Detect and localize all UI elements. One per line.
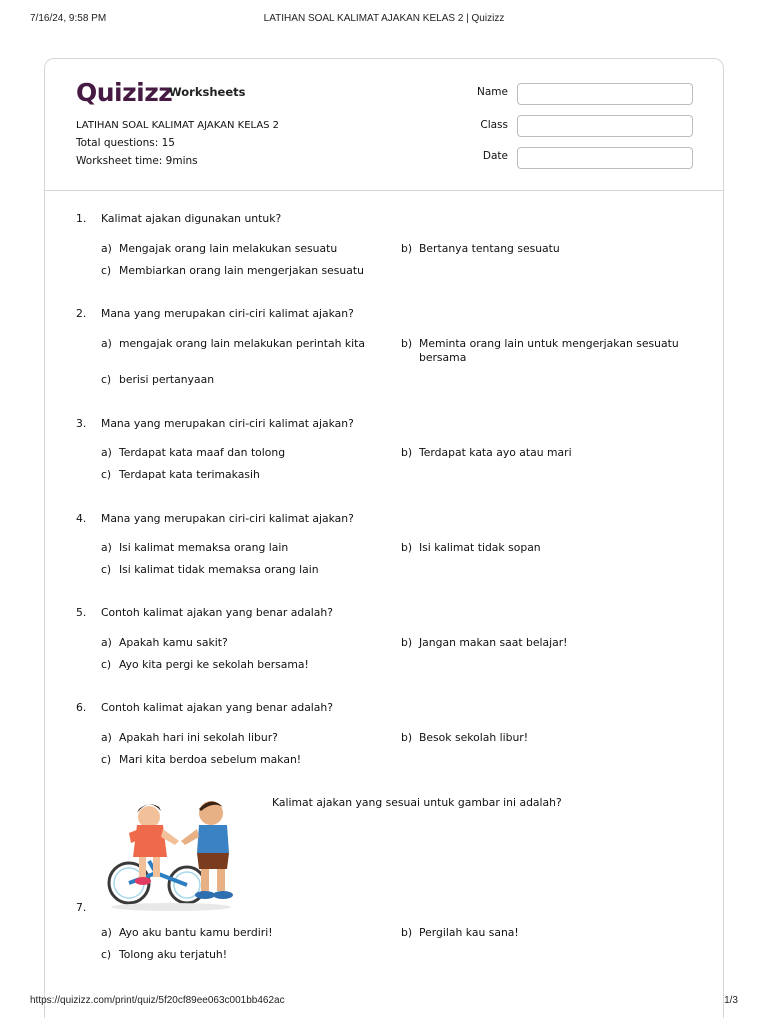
option-text: Besok sekolah libur! (419, 731, 529, 744)
print-url[interactable]: https://quizizz.com/print/quiz/5f20cf89ee063c001bb462ac (30, 995, 285, 1006)
print-datetime: 7/16/24, 9:58 PM (30, 13, 107, 24)
question-number: 5. (76, 606, 87, 619)
option-letter: c) (101, 753, 112, 766)
question-7-image (101, 795, 261, 915)
option-letter: b) (401, 731, 413, 744)
option-text: mengajak orang lain melakukan perintah kita (119, 337, 365, 350)
question-number: 2. (76, 307, 87, 320)
option-letter: a) (101, 731, 112, 744)
option-letter: c) (101, 948, 112, 961)
option-letter: c) (101, 563, 112, 576)
option-letter: a) (101, 337, 112, 350)
option-text: Apakah hari ini sekolah libur? (119, 731, 278, 744)
option-text: Membiarkan orang lain mengerjakan sesuatu (119, 264, 364, 277)
option-letter: b) (401, 541, 413, 554)
question-number: 4. (76, 512, 87, 525)
option-letter: b) (401, 926, 413, 939)
option-letter: a) (101, 636, 112, 649)
option-letter: c) (101, 264, 112, 277)
question-number: 1. (76, 212, 87, 225)
quizizz-logo: Quizizz (76, 78, 173, 107)
date-field[interactable] (517, 147, 693, 169)
class-field[interactable] (517, 115, 693, 137)
option-text: Terdapat kata ayo atau mari (419, 446, 572, 459)
question-number: 7. (76, 901, 87, 914)
option-letter: c) (101, 373, 112, 386)
question-number: 3. (76, 417, 87, 430)
option-letter: b) (401, 337, 413, 350)
option-text: Ayo aku bantu kamu berdiri! (119, 926, 273, 939)
question-number: 6. (76, 701, 87, 714)
option-text: Apakah kamu sakit? (119, 636, 228, 649)
page-number: 1/3 (724, 995, 738, 1006)
print-header (0, 13, 768, 29)
worksheet-header (45, 59, 723, 191)
question-text: Contoh kalimat ajakan yang benar adalah? (101, 701, 334, 714)
option-letter: b) (401, 242, 413, 255)
option-text: Terdapat kata maaf dan tolong (119, 446, 286, 459)
question-text: Mana yang merupakan ciri-ciri kalimat ajakan? (101, 417, 354, 430)
option-text: Tolong aku terjatuh! (119, 948, 228, 961)
question-text: Contoh kalimat ajakan yang benar adalah? (101, 606, 334, 619)
option-text: Pergilah kau sana! (419, 926, 519, 939)
date-label: Date (482, 150, 508, 162)
question-text: Mana yang merupakan ciri-ciri kalimat ajakan? (101, 512, 354, 525)
worksheet-card (44, 58, 724, 1018)
print-page-title: LATIHAN SOAL KALIMAT AJAKAN KELAS 2 | Quizizz (263, 13, 505, 24)
print-footer (0, 995, 768, 1011)
worksheets-label: Worksheets (169, 85, 246, 99)
option-text: Bertanya tentang sesuatu (419, 242, 560, 255)
option-text: Ayo kita pergi ke sekolah bersama! (119, 658, 309, 671)
option-text: berisi pertanyaan (119, 373, 215, 386)
worksheet-time: Worksheet time: 9mins (76, 155, 198, 167)
option-text: Mengajak orang lain melakukan sesuatu (119, 242, 338, 255)
option-letter: c) (101, 658, 112, 671)
total-questions: Total questions: 15 (76, 137, 175, 149)
option-letter: a) (101, 541, 112, 554)
option-letter: a) (101, 926, 112, 939)
worksheet-title: LATIHAN SOAL KALIMAT AJAKAN KELAS 2 (76, 120, 280, 131)
option-text: Isi kalimat tidak sopan (419, 541, 541, 554)
option-letter: c) (101, 468, 112, 481)
question-text: Mana yang merupakan ciri-ciri kalimat ajakan? (101, 307, 354, 320)
question-text: Kalimat ajakan digunakan untuk? (101, 212, 282, 225)
option-text: Jangan makan saat belajar! (419, 636, 568, 649)
option-text: Meminta orang lain untuk mengerjakan sesuatu bersama (419, 337, 679, 364)
class-label: Class (480, 119, 508, 131)
option-text: Isi kalimat tidak memaksa orang lain (119, 563, 319, 576)
name-field[interactable] (517, 83, 693, 105)
option-letter: b) (401, 446, 413, 459)
option-letter: b) (401, 636, 413, 649)
option-letter: a) (101, 446, 112, 459)
option-text: Isi kalimat memaksa orang lain (119, 541, 289, 554)
name-label: Name (477, 86, 508, 98)
option-letter: a) (101, 242, 112, 255)
option-text: Mari kita berdoa sebelum makan! (119, 753, 302, 766)
option-text: Terdapat kata terimakasih (119, 468, 260, 481)
question-text: Kalimat ajakan yang sesuai untuk gambar ini adalah? (272, 796, 562, 809)
